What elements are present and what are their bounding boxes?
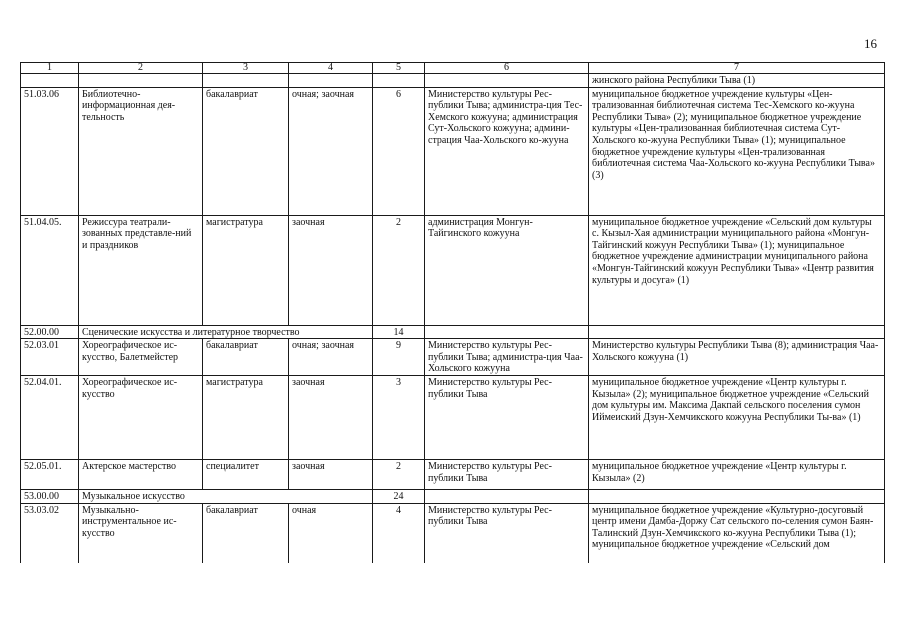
employers-cell: Министерство культуры Республики Тыва (8); администрация Чаа-Хольского кожууна (1) (589, 339, 885, 376)
header-col-4: 4 (289, 63, 373, 74)
header-col-3: 3 (203, 63, 289, 74)
code-cell: 51.03.06 (21, 87, 79, 215)
header-col-6: 6 (425, 63, 589, 74)
table-row (21, 339, 885, 376)
customer-cell: Министерство культуры Рес-публики Тыва; администра-ция Чаа-Хольского кожууна (425, 339, 589, 376)
employer-continuation-cell: жинского района Республики Тыва (1) (589, 74, 885, 88)
code-cell: 53.03.02 (21, 503, 79, 563)
employers-cell: муниципальное бюджетное учреждение «Центр культуры г. Кызыла» (2) (589, 459, 885, 489)
count-cell: 6 (373, 87, 425, 215)
employers-cell: муниципальное бюджетное учреждение культуры «Цен-трализованная библиотечная система Тес-Хемского ко-жууна Республики Тыва» (2); муниципальное бюджетное учреждение культуры «Цен-трализованная библиотечная система Сут-Хольского ко-жууна Республики Тыва» (1); муниципальное бюджетное учреждение культуры «Цен-трализованная библиотечная система Чаа-Хольского ко-жууна Республики Тыва» (3) (589, 87, 885, 215)
code-cell: 52.04.01. (21, 375, 79, 459)
customer-cell: Министерство культуры Рес-публики Тыва (425, 375, 589, 459)
level-cell: бакалавриат (203, 87, 289, 215)
group-title-cell: Сценические искусства и литературное творчество (79, 325, 373, 339)
program-name-cell: Музыкально-инструментальное ис-кусство (79, 503, 203, 563)
group-count-cell: 14 (373, 325, 425, 339)
group-title-cell: Музыкальное искусство (79, 489, 373, 503)
page-number: 16 (864, 36, 877, 51)
form-cell: заочная (289, 215, 373, 325)
count-cell: 2 (373, 459, 425, 489)
form-cell: заочная (289, 375, 373, 459)
level-cell: бакалавриат (203, 503, 289, 563)
header-col-1: 1 (21, 63, 79, 74)
form-cell: очная; заочная (289, 339, 373, 376)
group-row (21, 325, 885, 339)
level-cell: магистратура (203, 215, 289, 325)
table-row (21, 215, 885, 325)
continuation-row (21, 74, 885, 88)
header-col-5: 5 (373, 63, 425, 74)
code-cell: 51.04.05. (21, 215, 79, 325)
form-cell: очная (289, 503, 373, 563)
code-cell: 52.03.01 (21, 339, 79, 376)
count-cell: 3 (373, 375, 425, 459)
code-cell: 52.05.01. (21, 459, 79, 489)
customer-cell: Министерство культуры Рес-публики Тыва (425, 459, 589, 489)
customer-cell: Министерство культуры Рес-публики Тыва; администра-ция Тес-Хемского кожууна; администрация Сут-Хольского кожууна; админи-страция Чаа-Хольского ко-жууна (425, 87, 589, 215)
group-code-cell: 53.00.00 (21, 489, 79, 503)
program-name-cell: Хореографическое ис-кусство, Балетмейстер (79, 339, 203, 376)
table-row (21, 87, 885, 215)
customer-cell: администрация Монгун-Тайгинского кожууна (425, 215, 589, 325)
program-name-cell: Хореографическое ис-кусство (79, 375, 203, 459)
group-code-cell: 52.00.00 (21, 325, 79, 339)
table-row (21, 375, 885, 459)
header-row (21, 63, 885, 74)
program-name-cell: Режиссура театрали-зованных представле-ний и праздников (79, 215, 203, 325)
group-row (21, 489, 885, 503)
level-cell: магистратура (203, 375, 289, 459)
programs-table (20, 62, 885, 563)
count-cell: 9 (373, 339, 425, 376)
header-col-2: 2 (79, 63, 203, 74)
level-cell: бакалавриат (203, 339, 289, 376)
group-count-cell: 24 (373, 489, 425, 503)
employers-cell: муниципальное бюджетное учреждение «Культурно-досуговый центр имени Дамба-Доржу Сат сельского по-селения сумон Баян-Талинский Дзун-Хемчикского ко-жууна Республики Тыва (1); муниципальное бюджетное учреждение «Сельский дом (589, 503, 885, 563)
table-row (21, 459, 885, 489)
level-cell: специалитет (203, 459, 289, 489)
program-name-cell: Актерское мастерство (79, 459, 203, 489)
form-cell: заочная (289, 459, 373, 489)
program-name-cell: Библиотечно-информационная дея-тельность (79, 87, 203, 215)
table-row (21, 503, 885, 563)
header-col-7: 7 (589, 63, 885, 74)
count-cell: 2 (373, 215, 425, 325)
employers-cell: муниципальное бюджетное учреждение «Центр культуры г. Кызыла» (2); муниципальное бюджетное учреждение «Сельский дом культуры им. Максима Дакпай сельского поселения сумон Иймеиский Дзун-Хемчикского кожууна Республики Ты-ва» (1) (589, 375, 885, 459)
count-cell: 4 (373, 503, 425, 563)
form-cell: очная; заочная (289, 87, 373, 215)
customer-cell: Министерство культуры Рес-публики Тыва (425, 503, 589, 563)
employers-cell: муниципальное бюджетное учреждение «Сельский дом культуры с. Кызыл-Хая администрации муниципального района «Монгун-Тайгинский кожуун Республики Тыва» (1); муниципальное бюджетное учреждение администрации муниципального района «Монгун-Тайгинский кожуун Республики Тыва» «Центр развития культуры и досуга» (1) (589, 215, 885, 325)
